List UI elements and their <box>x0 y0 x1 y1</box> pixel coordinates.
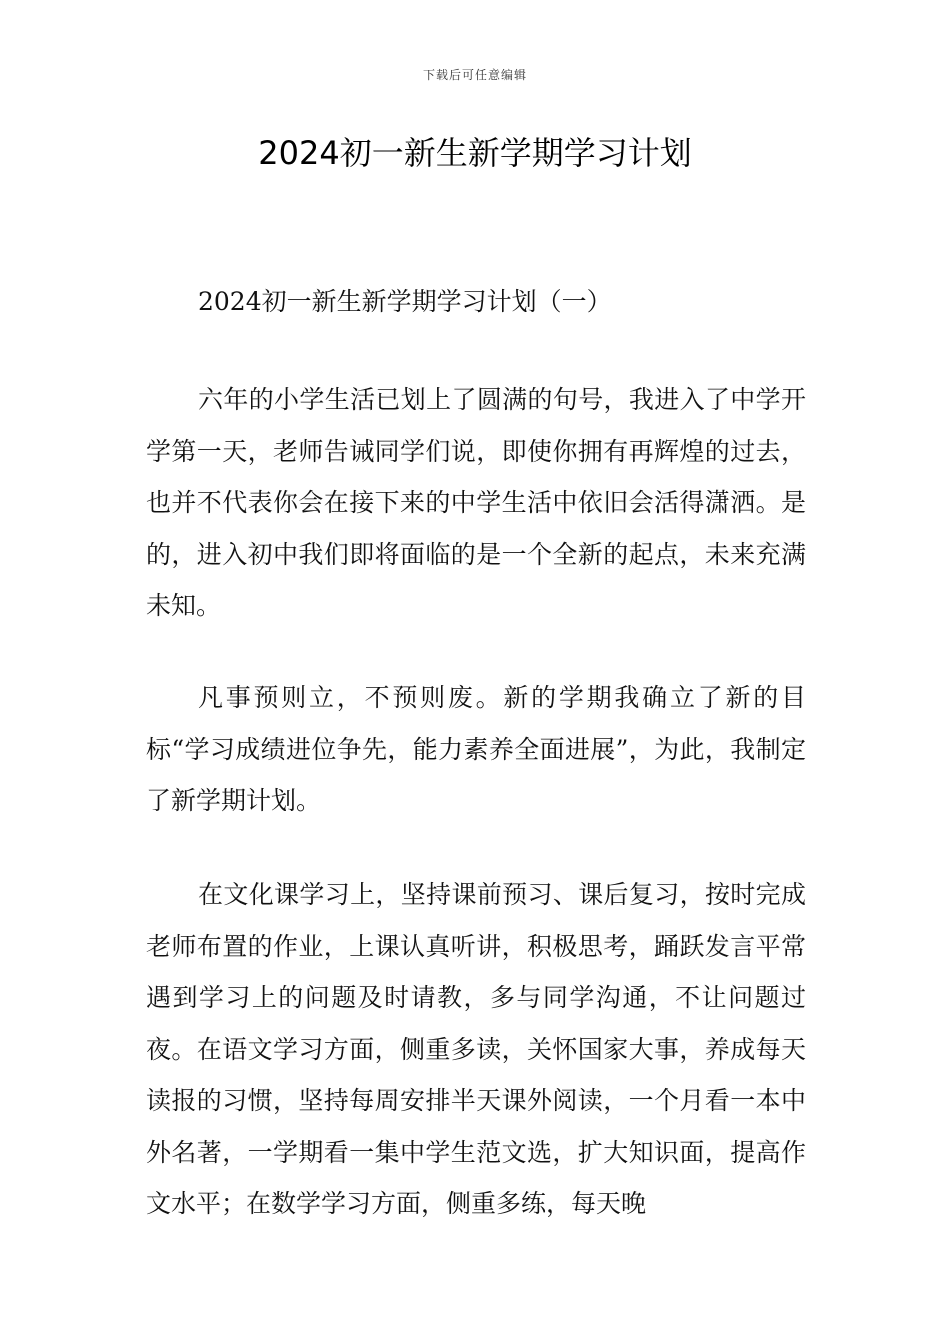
document-title: 2024初一新生新学期学习计划 <box>258 134 692 172</box>
header-note: 下载后可任意编辑 <box>422 68 527 82</box>
paragraph-3: 在文化课学习上，坚持课前预习、课后复习，按时完成老师布置的作业，上课认真听讲，积极思考，踊跃发言平常遇到学习上的问题及时请教，多与同学沟通，不让问题过夜。在语文学习方面，侧重多读，关怀国家大事，养成每天读报的习惯，坚持每周安排半天课外阅读，一个月看一本中外名著，一学期看一集中学生范文选，扩大知识面，提高作文水平；在数学学习方面，侧重多练，每天晚 <box>146 880 806 1218</box>
section-subtitle: 2024初一新生新学期学习计划（一） <box>198 287 612 316</box>
paragraph-1: 六年的小学生活已划上了圆满的句号，我进入了中学开学第一天，老师告诫同学们说，即使你拥有再辉煌的过去，也并不代表你会在接下来的中学生活中依旧会活得潇洒。是的，进入初中我们即将面临的是一个全新的起点，未来充满未知。 <box>146 385 806 620</box>
paragraph-2: 凡事预则立，不预则废。新的学期我确立了新的目标“学习成绩进位争先，能力素养全面进展”，为此，我制定了新学期计划。 <box>146 683 806 815</box>
